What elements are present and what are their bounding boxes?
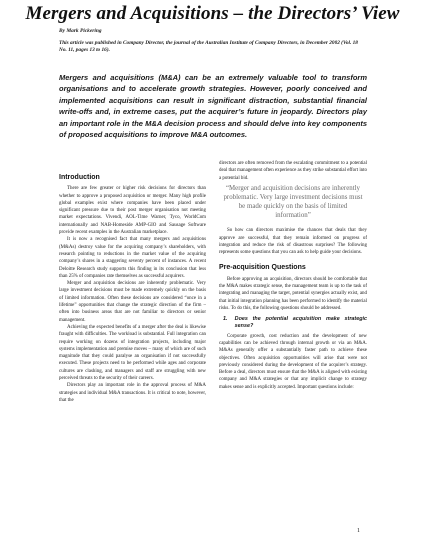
paragraph: There are few greater or higher risk decisions for directors than whether to approve a proposed acquisition or merger. Many high profile global examples exist where companies have been placed under significant pressure due to their post merger organisation not meeting market expectations. Vivendi, AOL-Time Warner, Tyco, WorldCom internationally and NAB-Homeside AMP-GIO and Sausage Software provide recent examples in the Australian marketplace. <box>59 186 206 236</box>
abstract: Mergers and acquisitions (M&A) can be an extremely valuable tool to transform organisations and to accelerate growth strategies. However, poorly conceived and implemented acquisitions can result in significant distraction, substantial financial write-offs and, in extreme cases, put the acquirer’s future in jeopardy. Directors play an important role in the M&A decision process and should delve into key components of proposed acquisitions to improve M&A outcomes. <box>59 73 367 140</box>
section-heading-pre-acquisition: Pre-acquisition Questions <box>219 264 306 272</box>
byline: By Mark Pickering <box>59 28 102 34</box>
paragraph: So how can directors maximise the chances that deals that they approve are successful, that they remain informed on progress of integration and reduce the risk of disastrous surprises? The following represents some questions that you can ask to help guide your decisions. <box>219 228 367 256</box>
question-number: 1. <box>223 316 228 323</box>
paragraph: Directors play an important role in the approval process of M&A strategies and individual M&A transactions. It is critical to note, however, that the <box>59 383 206 403</box>
paragraph: It is now a recognised fact that many mergers and acquisitions (M&As) destroy value for the acquiring company’s shareholders, with research pointing to reductions in the market value of the acquiring company’s shares in a staggering seventy percent of instances. A recent Deloitte Research study supports this finding in its conclusion that less than 25% of companies rate themselves as successful acquirers. <box>59 237 206 279</box>
paragraph: Corporate growth, cost reduction and the development of new capabilities can be achieved through internal growth or via an M&A. M&As generally offer a substantially faster path to achieve these objectives. Often acquisition opportunities will arise that were not previously considered during the development of the acquirer’s strategy. Before a deal, directors must ensure that the M&A is aligned with existing company and M&A strategies or that any implicit change to strategy makes sense and is explicitly accepted. Important questions include: <box>219 333 367 390</box>
publication-note: This article was published in Company Director, the journal of the Australian Institute of Company Directors, in December 2002 (Vol. 18 No. 11, pages 13 to 16). <box>59 40 358 54</box>
paragraph: Merger and acquisition decisions are inherently problematic. Very large investment decisions must be made extremely quickly on the basis of limited information. Often these decisions are considered “once in a lifetime” opportunities that change the strategic direction of the firm – often into business areas that are not familiar to directors or senior management. <box>59 281 206 323</box>
section-heading-introduction: Introduction <box>59 174 100 181</box>
paragraph: directors are often removed from the escalating commitment to a potential deal that management often experience as they strike substantial effort into a potential bid. <box>219 161 367 181</box>
pull-quote: “Merger and acquisition decisions are inherently problematic. Very large investment decisions must be made quickly on the basis of limited information” <box>223 184 363 220</box>
question-item <box>219 316 367 330</box>
paragraph: Before approving an acquisition, directors should be comfortable that the M&A makes strategic sense, the management team is up to the task of integrating and managing the target, potential synergies actually exist, and that initial integration planning has been performed to identify the material risks. To do this, the following questions should be addressed. <box>219 276 367 311</box>
right-column <box>219 160 367 391</box>
paragraph: Achieving the expected benefits of a merger after the deal is likewise fraught with difficulties. The workload is substantial. Full integration can require working on dozens of integration projects, including major systems implementation and premise moves – many of which are of such magnitude that they could paralyse an organisation if not successfully executed. These projects need to be performed while ages and corporate cultures are clashing, and managers and staff are struggling with new perceived threats to the security of their careers. <box>59 324 206 382</box>
article-title: Mergers and Acquisitions – the Directors’ View <box>25 3 400 24</box>
question-text: Does the potential acquisition make strategic sense? <box>234 316 367 330</box>
page-number: 1 <box>357 528 360 534</box>
left-column <box>59 174 206 404</box>
